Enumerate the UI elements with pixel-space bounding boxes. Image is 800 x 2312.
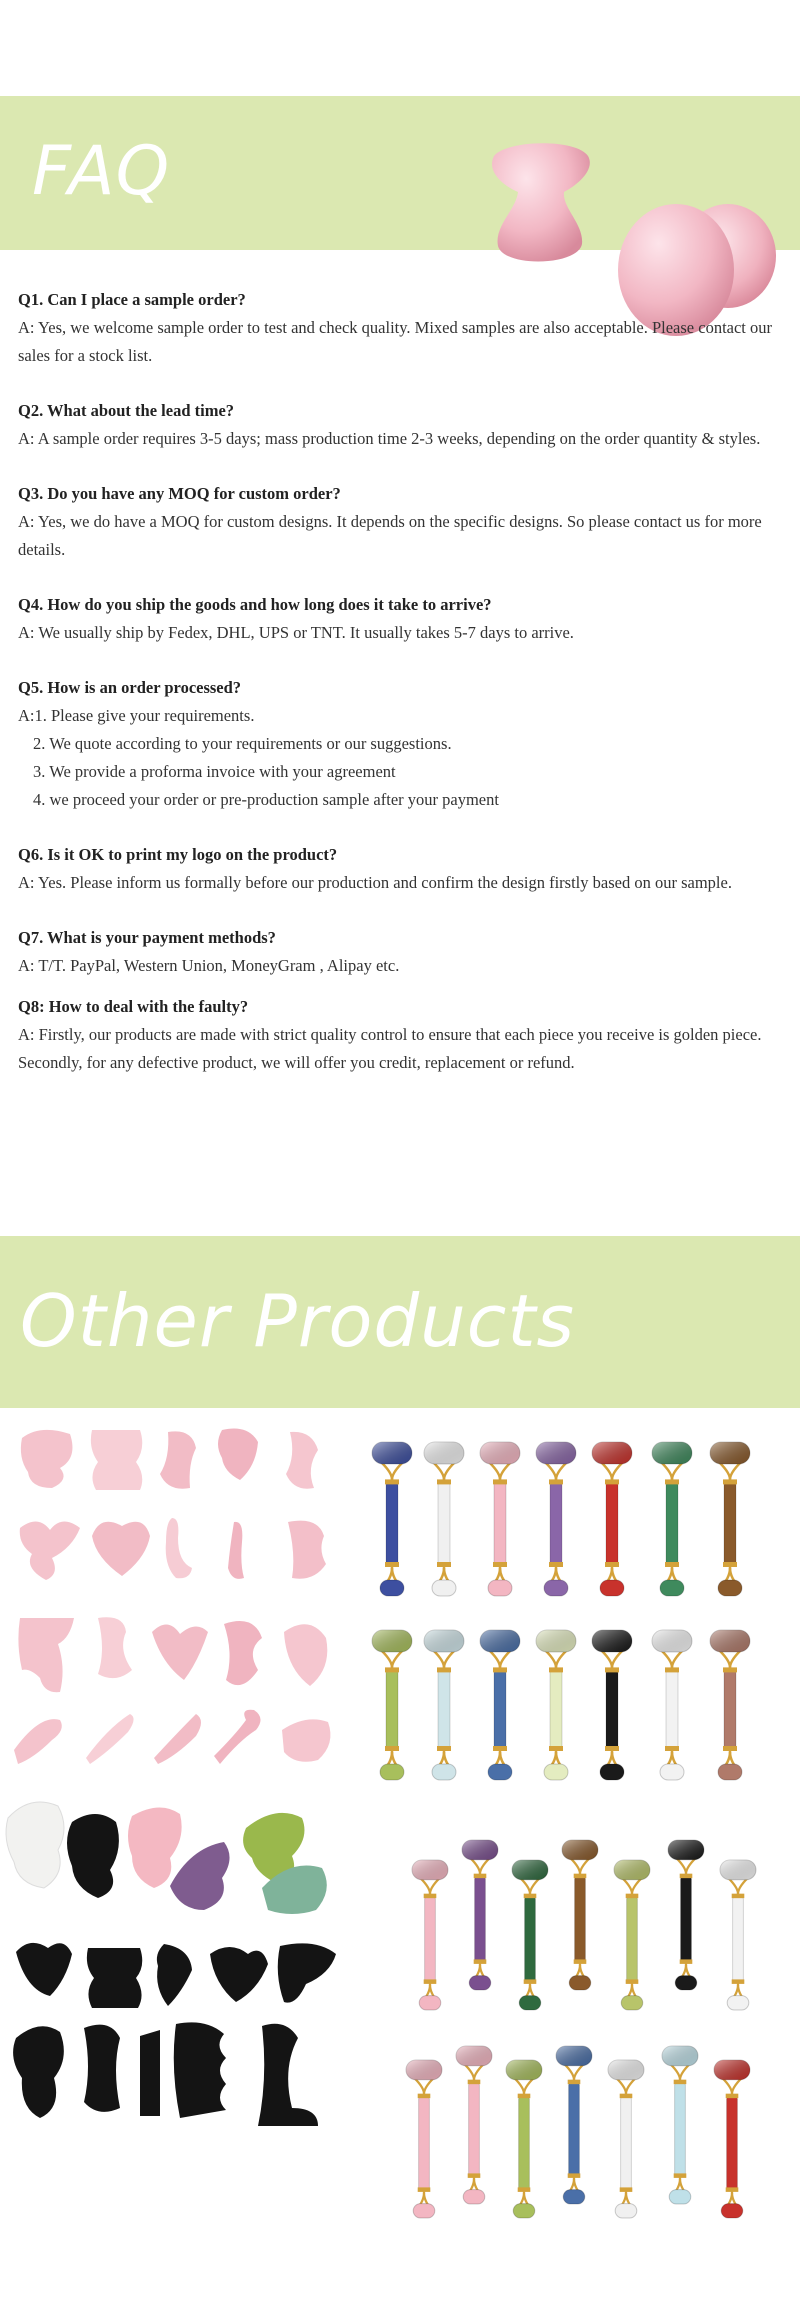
faq-item-q1 — [18, 286, 793, 370]
face-roller — [720, 1860, 756, 2010]
face-roller — [714, 2060, 750, 2218]
face-roller — [652, 1442, 692, 1596]
faq-banner — [0, 96, 800, 250]
faq-item-q3 — [18, 480, 793, 564]
faq-answer-step: 2. We quote according to your requirements or our suggestions. — [33, 734, 452, 753]
face-roller — [614, 1860, 650, 2010]
faq-answer: A: Yes. Please inform us formally before our production and confirm the design firstly based on our sample. — [18, 873, 732, 892]
jade-roller-set — [372, 1442, 756, 2218]
face-roller — [462, 1840, 498, 1990]
faq-question: Q6. Is it OK to print my logo on the product? — [18, 845, 338, 864]
face-roller — [506, 2060, 542, 2218]
faq-item-q8 — [18, 993, 793, 1077]
face-roller — [662, 2046, 698, 2204]
face-roller — [608, 2060, 644, 2218]
black-obsidian-gua-sha-set — [13, 1943, 336, 2126]
face-roller — [424, 1630, 464, 1780]
other-products-title: Other Products — [20, 1279, 576, 1363]
faq-answer-step: 4. we proceed your order or pre-production sample after your payment — [33, 790, 499, 809]
face-roller — [556, 2046, 592, 2204]
faq-question: Q2. What about the lead time? — [18, 401, 235, 420]
faq-answer: A: Yes, we do have a MOQ for custom designs. It depends on the specific designs. So please contact us for more details. — [18, 512, 762, 559]
face-roller — [536, 1442, 576, 1596]
face-roller — [668, 1840, 704, 1990]
faq-answer: A: We usually ship by Fedex, DHL, UPS or TNT. It usually takes 5-7 days to arrive. — [18, 623, 574, 642]
faq-item-q7 — [18, 924, 793, 980]
face-roller — [652, 1630, 692, 1780]
face-roller — [456, 2046, 492, 2204]
face-roller — [536, 1630, 576, 1780]
faq-question: Q7. What is your payment methods? — [18, 928, 276, 947]
face-roller — [480, 1630, 520, 1780]
other-products-banner — [0, 1236, 800, 1408]
mixed-gua-sha-set — [6, 1802, 327, 1914]
faq-item-q6 — [18, 841, 793, 897]
faq-answer: Secondly, for any defective product, we will offer you credit, replacement or refund. — [18, 1053, 575, 1072]
face-roller — [592, 1442, 632, 1596]
faq-list — [18, 286, 793, 1104]
face-roller — [512, 1860, 548, 2010]
face-roller — [372, 1630, 412, 1780]
face-roller — [406, 2060, 442, 2218]
face-roller — [710, 1630, 750, 1780]
faq-answer: A: T/T. PayPal, Western Union, MoneyGram , Alipay etc. — [18, 956, 400, 975]
faq-question: Q4. How do you ship the goods and how long does it take to arrive? — [18, 595, 492, 614]
faq-item-q2 — [18, 397, 793, 453]
faq-question: Q1. Can I place a sample order? — [18, 290, 246, 309]
faq-title: FAQ — [32, 132, 171, 211]
faq-answer: A: Yes, we welcome sample order to test and check quality. Mixed samples are also acceptable. Please contact our sales for a stock list. — [18, 318, 773, 365]
face-roller — [480, 1442, 520, 1596]
faq-answer: A: Firstly, our products are made with strict quality control to ensure that each piece you receive is golden piece. — [18, 1025, 762, 1044]
faq-question: Q8: How to deal with the faulty? — [18, 997, 249, 1016]
rose-quartz-gua-sha-grid — [14, 1429, 330, 1765]
face-roller — [372, 1442, 412, 1596]
faq-item-q5 — [18, 674, 793, 814]
face-roller — [424, 1442, 464, 1596]
face-roller — [412, 1860, 448, 2010]
face-roller — [592, 1630, 632, 1780]
products-collage-image — [0, 1418, 800, 2298]
faq-item-q4 — [18, 591, 793, 647]
faq-question: Q5. How is an order processed? — [18, 678, 242, 697]
faq-answer-step: A:1. Please give your requirements. — [18, 706, 255, 725]
face-roller — [562, 1840, 598, 1990]
faq-question: Q3. Do you have any MOQ for custom order? — [18, 484, 341, 503]
face-roller — [710, 1442, 750, 1596]
faq-answer: A: A sample order requires 3-5 days; mass production time 2-3 weeks, depending on the order quantity & styles. — [18, 429, 761, 448]
faq-answer-step: 3. We provide a proforma invoice with your agreement — [33, 762, 396, 781]
